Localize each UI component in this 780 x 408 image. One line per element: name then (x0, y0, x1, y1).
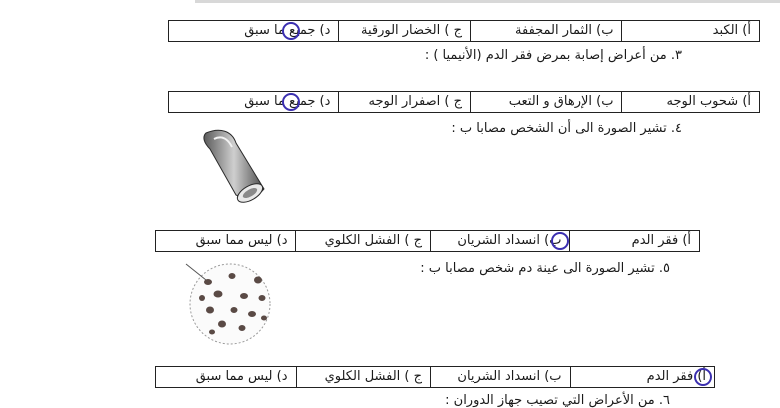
blood-sample-illustration (182, 258, 278, 346)
option-c[interactable]: ج ) اصفرار الوجه (338, 92, 470, 112)
artery-illustration (192, 125, 274, 205)
options-row-q5 (155, 366, 715, 388)
option-b[interactable]: ب) انسداد الشريان (430, 367, 570, 387)
option-c[interactable]: ج ) الخضار الورقية (338, 21, 470, 41)
option-b[interactable]: ب) الإرهاق و التعب (470, 92, 621, 112)
top-divider (195, 0, 780, 3)
question-6: ٦. من الأعراض التي تصيب جهاز الدوران : (445, 393, 670, 408)
option-b[interactable]: ب) الثمار المجففة (470, 21, 621, 41)
options-row-q2 (168, 20, 760, 42)
option-b[interactable]: ب) انسداد الشريان (430, 231, 569, 251)
question-5: ٥. تشير الصورة الى عينة دم شخص مصابا ب : (420, 261, 670, 276)
option-d[interactable]: د) جميع ما سبق (244, 23, 331, 38)
option-a[interactable]: أ) شحوب الوجه (621, 92, 759, 112)
question-4: ٤. تشير الصورة الى أن الشخص مصابا ب : (451, 121, 682, 136)
option-d[interactable]: د) ليس مما سبق (195, 369, 288, 384)
question-3: ٣. من أعراض إصابة بمرض فقر الدم (الأنيميا ) : (424, 48, 682, 63)
options-row-q4 (155, 230, 700, 252)
option-a[interactable]: أ) فقر الدم (570, 367, 714, 387)
options-row-q3 (168, 91, 760, 113)
option-c[interactable]: ج ) الفشل الكلوي (296, 367, 431, 387)
option-c[interactable]: ج ) الفشل الكلوي (295, 231, 430, 251)
option-a[interactable]: أ) فقر الدم (569, 231, 699, 251)
option-a[interactable]: أ) الكبد (621, 21, 759, 41)
option-d[interactable]: د) ليس مما سبق (195, 233, 288, 248)
option-d[interactable]: د) جميع ما سبق (244, 94, 331, 109)
